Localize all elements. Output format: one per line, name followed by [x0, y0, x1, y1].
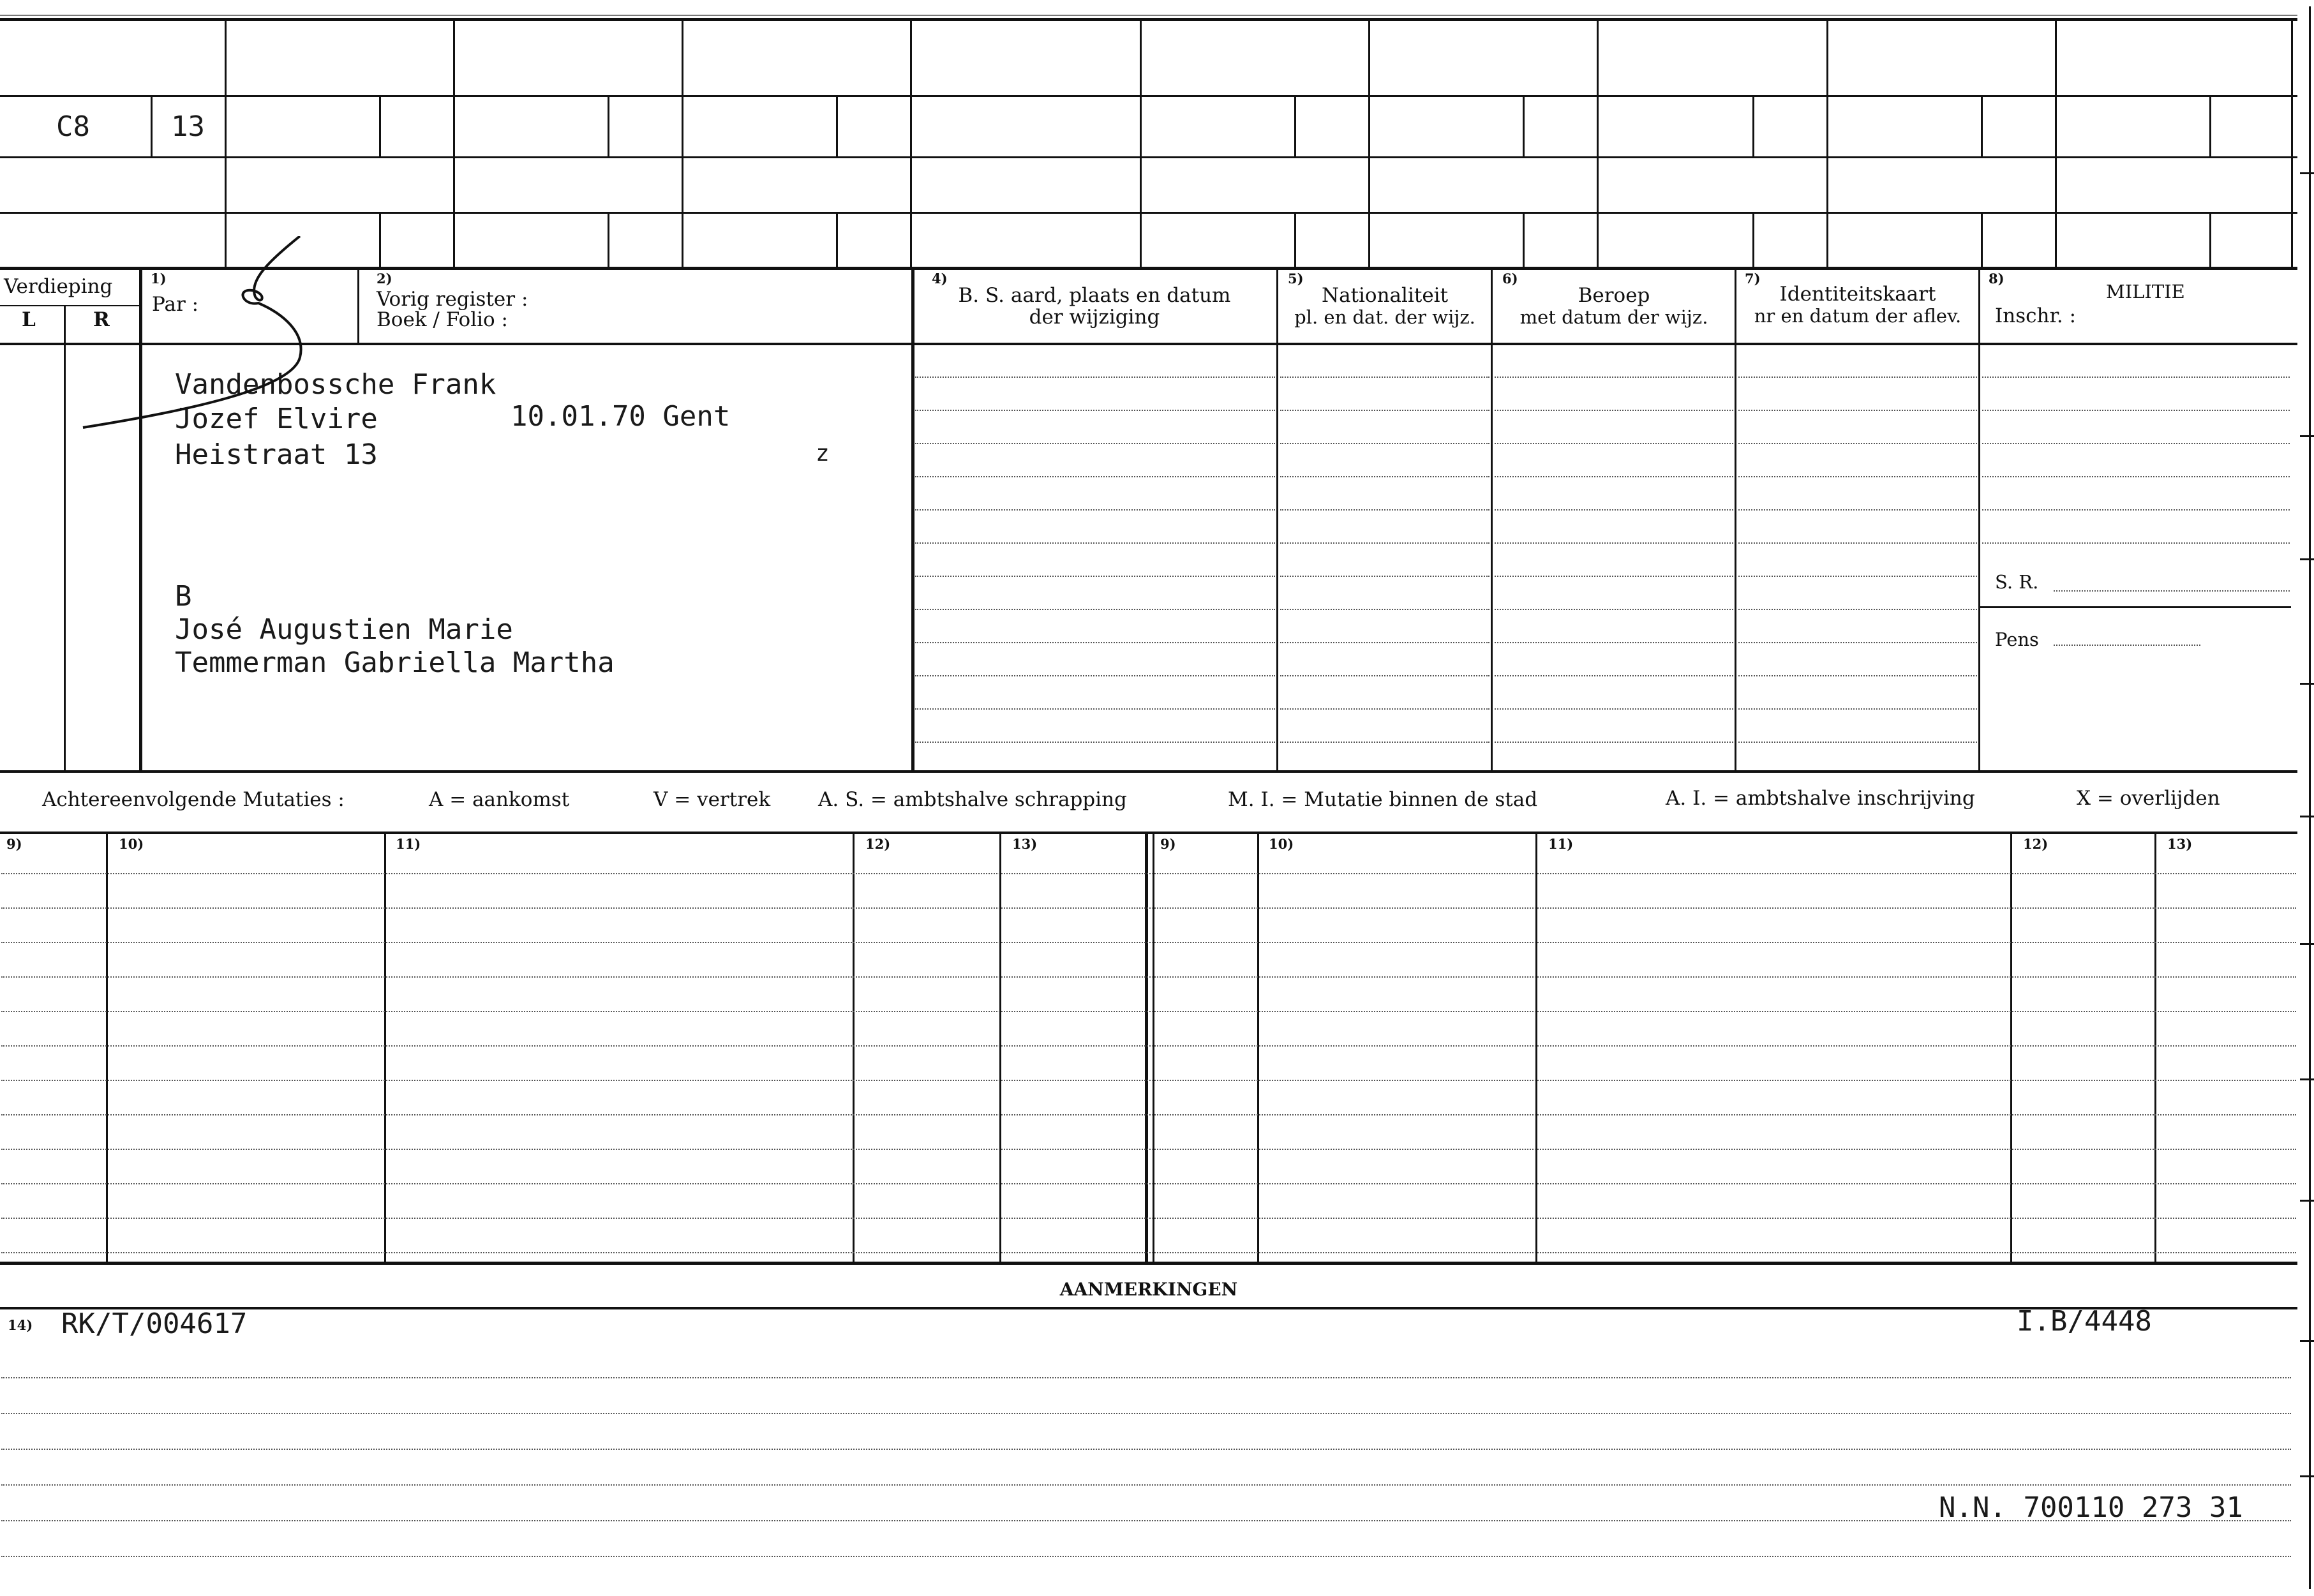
ruling-line	[1280, 509, 1489, 511]
ruling-line	[1495, 742, 1733, 743]
legend-mi: M. I. = Mutatie binnen de stad	[1228, 788, 1538, 811]
mut-col-9b: 9)	[1160, 836, 1176, 852]
ruling-line	[1738, 476, 1977, 477]
ruling-line	[915, 542, 1275, 544]
ruling-line	[915, 675, 1275, 676]
header-l: L	[22, 308, 36, 331]
ruling-line	[915, 377, 1275, 378]
ruling-line	[1, 942, 2296, 943]
header-militie: MILITIE	[2106, 281, 2185, 302]
col-num-1: 1)	[151, 271, 167, 287]
ruling-line	[1495, 377, 1733, 378]
ruling-line	[1495, 708, 1733, 710]
ruling-line	[1738, 509, 1977, 511]
entry-mark-z: z	[816, 440, 830, 466]
col-num-5: 5)	[1288, 271, 1304, 287]
col-num-8: 8)	[1989, 271, 2004, 287]
header-r: R	[93, 308, 110, 331]
header-id-line2: nr en datum der aflev.	[1754, 305, 1962, 327]
ruling-line	[1, 1045, 2296, 1047]
mut-col-11a: 11)	[396, 836, 421, 852]
ruling-line	[1738, 410, 1977, 411]
header-beroep-line1: Beroep	[1578, 284, 1650, 307]
ruling-line	[1, 1484, 2291, 1486]
ruling-line	[1982, 443, 2290, 444]
entry-firstnames: Jozef Elvire	[175, 403, 378, 435]
ruling-line	[1280, 708, 1489, 710]
ruling-line	[1495, 542, 1733, 544]
ruling-line	[1495, 642, 1733, 643]
ruling-line	[1495, 509, 1733, 511]
ruling-line	[1, 1218, 2296, 1219]
col-num-4: 4)	[932, 271, 948, 287]
legend-title: Achtereenvolgende Mutaties :	[42, 788, 345, 811]
ruling-line	[1, 1183, 2296, 1184]
entry-birth: 10.01.70 Gent	[511, 400, 731, 433]
legend-v: V = vertrek	[653, 788, 771, 811]
remarks-national-number: N.N. 700110 273 31	[1939, 1491, 2243, 1524]
ruling-line	[1495, 609, 1733, 610]
ruling-line	[1738, 542, 1977, 544]
ruling-line	[1495, 675, 1733, 676]
legend-x: X = overlijden	[2077, 787, 2220, 810]
ruling-line	[1495, 443, 1733, 444]
ruling-line	[1, 1252, 2296, 1253]
header-bs-line2: der wijziging	[1029, 306, 1160, 329]
ruling-line	[1280, 642, 1489, 643]
remarks-ref: RK/T/004617	[61, 1308, 248, 1340]
header-vorig-register: Vorig register :	[377, 288, 528, 311]
header-bs-line1: B. S. aard, plaats en datum	[958, 284, 1231, 307]
ruling-line	[1, 1449, 2291, 1450]
entry-address: Heistraat 13	[175, 438, 378, 471]
ruling-line	[1280, 675, 1489, 676]
ruling-line	[1, 873, 2296, 874]
mut-col-10b: 10)	[1269, 836, 1294, 852]
col-num-7: 7)	[1745, 271, 1761, 287]
ruling-line	[1280, 609, 1489, 610]
ruling-line	[915, 576, 1275, 577]
top-cell-13: 13	[171, 110, 205, 143]
remarks-ib: I.B/4448	[2017, 1305, 2152, 1338]
militie-pens: Pens	[1995, 629, 2039, 650]
header-nat-line2: pl. en dat. der wijz.	[1294, 306, 1475, 328]
remarks-title: AANMERKINGEN	[1059, 1279, 1238, 1300]
ruling-line	[1, 1520, 2291, 1521]
ruling-line	[1738, 742, 1977, 743]
ruling-line	[1982, 377, 2290, 378]
header-verdieping: Verdieping	[4, 275, 113, 298]
legend-a: A = aankomst	[429, 788, 570, 811]
ruling-line	[1280, 576, 1489, 577]
ruling-line	[1738, 675, 1977, 676]
ruling-line	[915, 509, 1275, 511]
militie-sr: S. R.	[1995, 571, 2039, 593]
ruling-line	[915, 742, 1275, 743]
entry-parent-2: Temmerman Gabriella Martha	[175, 646, 615, 679]
ruling-line	[1280, 377, 1489, 378]
ruling-line	[1, 1080, 2296, 1081]
ruling-line	[1982, 509, 2290, 511]
ruling-line	[1738, 377, 1977, 378]
ruling-line	[1, 976, 2296, 978]
ruling-line	[1738, 642, 1977, 643]
ruling-line	[1982, 410, 2290, 411]
ruling-line	[1, 1413, 2291, 1414]
header-nat-line1: Nationaliteit	[1321, 284, 1449, 307]
ruling-line	[1738, 708, 1977, 710]
ruling-line	[915, 609, 1275, 610]
mut-col-13b: 13)	[2167, 836, 2193, 852]
ruling-line	[915, 443, 1275, 444]
ruling-line	[1280, 410, 1489, 411]
ruling-line	[1982, 542, 2290, 544]
col-num-6: 6)	[1502, 271, 1518, 287]
ruling-line	[1495, 476, 1733, 477]
handwritten-par-mark	[77, 236, 306, 440]
mut-col-9a: 9)	[6, 836, 22, 852]
ruling-line	[915, 410, 1275, 411]
mut-col-12b: 12)	[2023, 836, 2049, 852]
entry-b: B	[175, 580, 192, 613]
remarks-num: 14)	[8, 1317, 33, 1333]
ruling-line	[1280, 742, 1489, 743]
entry-name: Vandenbossche Frank	[175, 368, 496, 401]
ruling-line	[1, 1149, 2296, 1150]
ruling-line	[1, 907, 2296, 909]
col-num-2: 2)	[377, 271, 392, 287]
ruling-line	[1280, 476, 1489, 477]
ruling-line	[1738, 609, 1977, 610]
legend-as: A. S. = ambtshalve schrapping	[818, 788, 1127, 811]
entry-parent-1: José Augustien Marie	[175, 613, 513, 646]
header-boek-folio: Boek / Folio :	[377, 308, 508, 331]
ruling-line	[1982, 476, 2290, 477]
legend-ai: A. I. = ambtshalve inschrijving	[1666, 787, 1975, 810]
mut-col-12a: 12)	[865, 836, 891, 852]
ruling-line	[915, 476, 1275, 477]
ruling-line	[1, 1377, 2291, 1378]
header-par: Par :	[152, 293, 199, 316]
ruling-line	[1, 1011, 2296, 1012]
header-beroep-line2: met datum der wijz.	[1519, 306, 1708, 328]
ruling-line	[915, 708, 1275, 710]
ruling-line	[1280, 443, 1489, 444]
mut-col-13a: 13)	[1012, 836, 1038, 852]
ruling-line	[1280, 542, 1489, 544]
header-inschr: Inschr. :	[1995, 304, 2077, 327]
ruling-line	[1, 1114, 2296, 1115]
ruling-line	[1738, 443, 1977, 444]
ruling-line	[1495, 410, 1733, 411]
ruling-line	[915, 642, 1275, 643]
ruling-line	[1738, 576, 1977, 577]
ruling-line	[1, 1556, 2291, 1557]
mut-col-10a: 10)	[119, 836, 144, 852]
mut-col-11b: 11)	[1548, 836, 1574, 852]
top-cell-c8: C8	[56, 110, 90, 143]
ruling-line	[1495, 576, 1733, 577]
header-id-line1: Identiteitskaart	[1779, 283, 1936, 306]
